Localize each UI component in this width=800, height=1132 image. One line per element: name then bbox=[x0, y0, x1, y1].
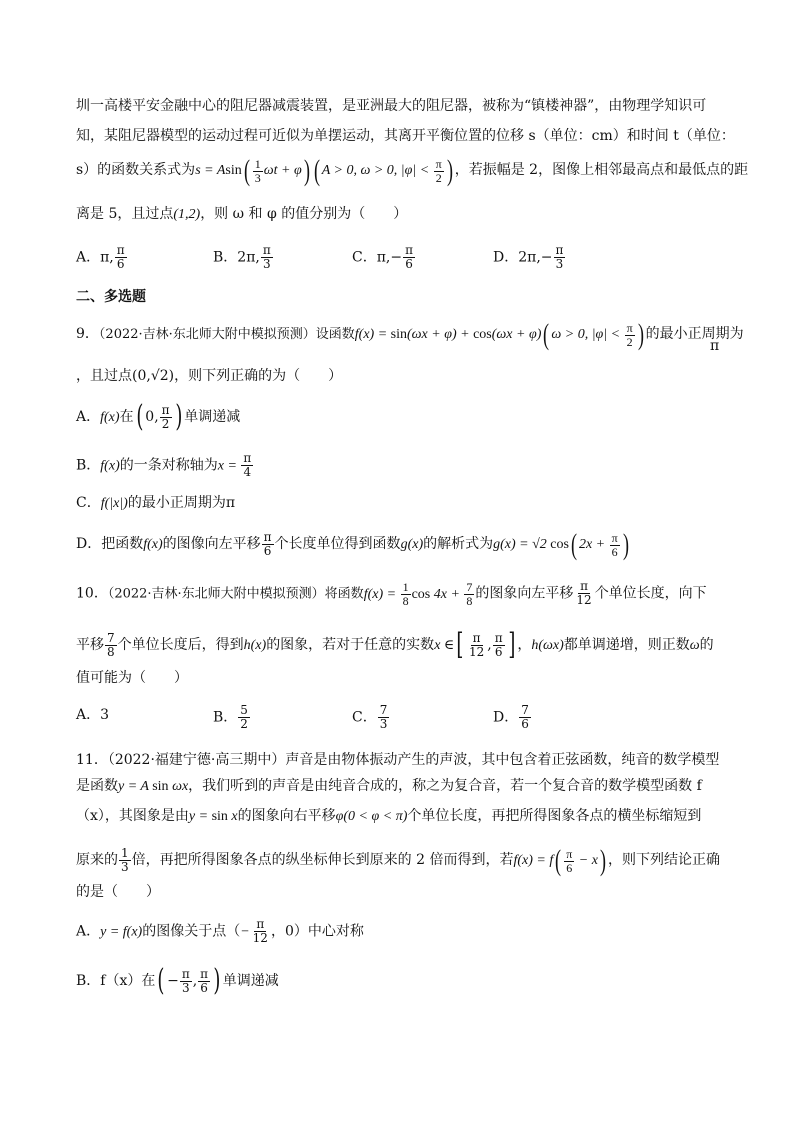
q8-option-a[interactable]: A．π, $\frac{\pi}{6}$ bbox=[76, 243, 125, 271]
q8-formula: s = Asin( $\frac{1}{3}$ ωt + φ) ( A > 0, ω > 0, |φ| < $\frac{\pi}{2}$ ) bbox=[195, 154, 453, 187]
q9-option-c[interactable]: C．f(|x|)的最小正周期为π bbox=[76, 495, 236, 511]
q8-line-3: s）的函数关系式为s = Asin( $\frac{1}{3}$ ωt + φ) ( A > 0, ω > 0, |φ| < $\frac{\pi}{2}$ ) ，若振幅是 2，图像上相邻最高点和最低点的距 bbox=[76, 154, 749, 187]
q9-option-a[interactable]: A．f(x)在( 0, $\frac{\pi}{2}$ ) 单调递减 bbox=[76, 399, 241, 434]
q8-line-2: 知，某阻尼器模型的运动过程可近似为单摆运动，其离开平衡位置的位移 s（单位：cm）和时间 t（单位： bbox=[76, 128, 735, 144]
q10-stem: 10．（2022·吉林·东北师大附中模拟预测）将函数f(x) = $\frac{1}{8}$ cos 4x + $\frac{7}{8}$ 的图象向左平移 $\frac{\pi}{12}$ 个单位长度，向下 bbox=[76, 579, 707, 608]
q9-stem: 9．（2022·吉林·东北师大附中模拟预测）设函数f(x) = sin(ωx + φ) + cos(ωx + φ)( ω > 0, |φ| < $\frac{\pi}{2}$ ) 的最小正周期为 bbox=[76, 318, 744, 351]
q10-option-d[interactable]: D． $\frac{7}{6}$ bbox=[493, 703, 529, 731]
q8-point: (1,2) bbox=[173, 207, 201, 222]
q9-option-b[interactable]: B．f(x)的一条对称轴为x = $\frac{\pi}{4}$ bbox=[76, 451, 252, 479]
q10-line-3: 值可能为（ ） bbox=[76, 670, 188, 686]
q8-option-d[interactable]: D．2π,− $\frac{\pi}{3}$ bbox=[493, 243, 564, 271]
section-title: 二、多选题 bbox=[76, 289, 146, 305]
q11-option-a[interactable]: A．y = f(x)的图像关于点（− $\frac{\pi}{12}$ ，0）中心对称 bbox=[76, 917, 364, 945]
q10-option-a[interactable]: A．3 bbox=[76, 707, 110, 723]
q11-option-b[interactable]: B．f（x）在( − $\frac{\pi}{3}$ , $\frac{\pi}{6}$ ) 单调递减 bbox=[76, 963, 279, 998]
q10-option-b[interactable]: B． $\frac{5}{2}$ bbox=[213, 703, 248, 731]
q11-line-5: 的是（ ） bbox=[76, 884, 160, 900]
q11-line-3: （x），其图象是由y = sin x的图象向右平移φ(0 < φ < π)个单位长度，再把所得图象各点的横坐标缩短到 bbox=[76, 808, 702, 824]
q11-line-4: 原来的 $\frac{1}{3}$ 倍，再把所得图象各点的纵坐标伸长到原来的 2 倍而得到，若f(x) = f( $\frac{\pi}{6}$ − x) ，则下列结论正确 bbox=[76, 844, 720, 877]
q11-line-1: 11．（2022·福建宁德·高三期中）声音是由物体振动产生的声波，其中包含着正弦函数，纯音的数学模型 bbox=[76, 752, 720, 768]
q8-option-c[interactable]: C．π,− $\frac{\pi}{6}$ bbox=[352, 243, 413, 271]
q10-line-2: 平移 $\frac{7}{8}$ 个单位长度后，得到h(x)的图象，若对于任意的实数x ∈[ $\frac{\pi}{12}$ , $\frac{\pi}{6}$ ] ，h(ωx)都单调递增，则正数ω的 bbox=[76, 627, 714, 662]
q10-option-c[interactable]: C． $\frac{7}{3}$ bbox=[352, 703, 388, 731]
q9-pi: π bbox=[710, 338, 720, 354]
q11-line-2: 是函数y = A sin ωx，我们听到的声音是由纯音合成的，称之为复合音，若一个复合音的数学模型函数 f bbox=[76, 778, 702, 794]
q9-option-d[interactable]: D．把函数f(x)的图像向左平移 $\frac{\pi}{6}$ 个长度单位得到函数g(x)的解析式为g(x) = √2 cos( 2x + $\frac{\pi}{6}$ ) bbox=[76, 528, 629, 561]
q8-line-1: 圳一高楼平安金融中心的阻尼器减震装置，是亚洲最大的阻尼器，被称为“镇楼神器”，由物理学知识可 bbox=[76, 98, 707, 114]
q8-option-b[interactable]: B．2π, $\frac{\pi}{3}$ bbox=[213, 243, 271, 271]
q9-line-2: ，且过点(0,√2)，则下列正确的为（ ） bbox=[76, 368, 343, 384]
q8-line-4: 离是 5，且过点(1,2)，则 ω 和 φ 的值分别为（ ） bbox=[76, 206, 408, 222]
